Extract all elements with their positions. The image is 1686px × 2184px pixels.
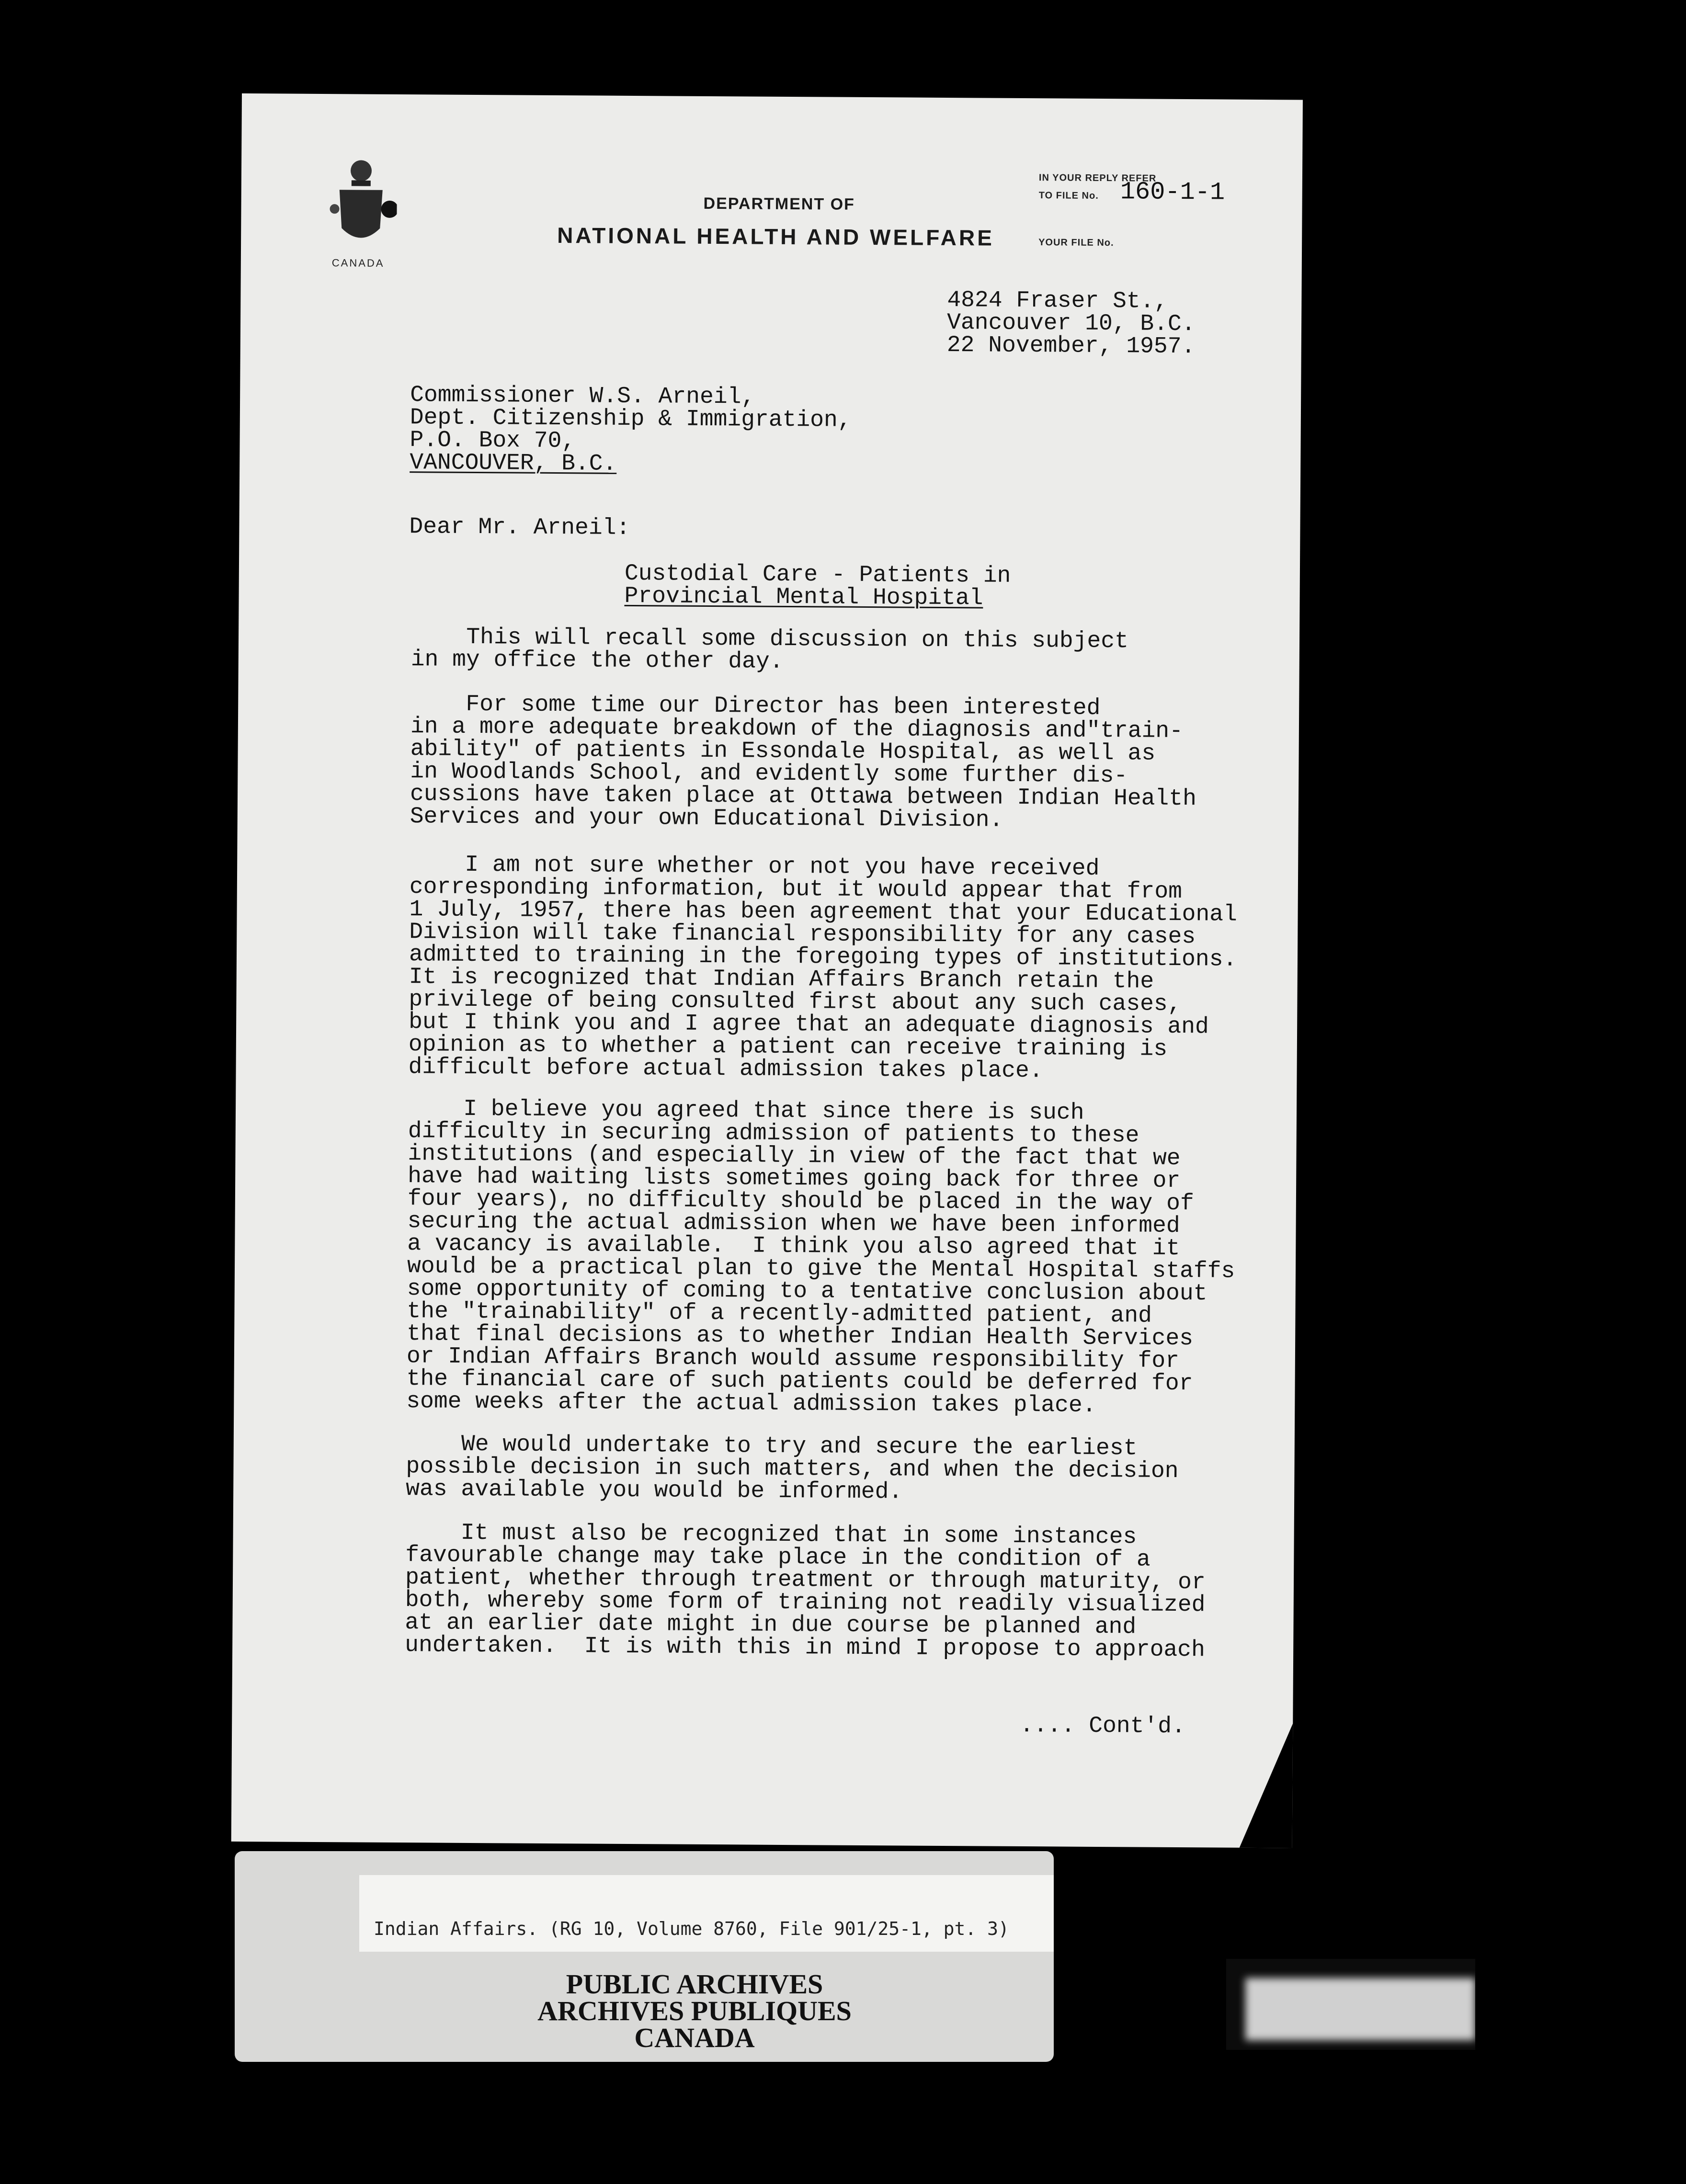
department-name-heading: NATIONAL HEALTH AND WELFARE <box>557 223 995 250</box>
your-file-label: YOUR FILE No. <box>1038 237 1114 249</box>
paragraph-1: This will recall some discussion on this subject in my office the other day. <box>410 624 1129 675</box>
recipient-lines: Commissioner W.S. Arneil, Dept. Citizenship & Immigration, P.O. Box 70, <box>410 382 852 455</box>
file-number: 160-1-1 <box>1120 178 1225 207</box>
subject-line-1: Custodial Care - Patients in <box>624 560 1011 589</box>
coat-of-arms-icon <box>325 156 397 252</box>
archive-reference: Indian Affairs. (RG 10, Volume 8760, File 901/25-1, pt. 3) <box>374 1918 1009 1939</box>
archive-line-3: CANADA <box>634 2022 755 2053</box>
archive-stamp <box>527 1968 862 2053</box>
recipient-city: VANCOUVER, B.C. <box>410 450 617 477</box>
file-no-label: TO FILE No. <box>1038 190 1099 201</box>
letter-page <box>231 93 1303 1848</box>
archive-line-2: ARCHIVES PUBLIQUES <box>537 1995 852 2026</box>
paragraph-3: I am not sure whether or not you have received corresponding information, but it would appear that from 1 July, 1957, there has been agreement that your Educational Division will take financial responsibility for any cases admitted to training in the foregoing types of institutions. It is recognized that Indian Affairs Branch retain the privilege of being consulted first about any such cases, but I think you and I agree that an adequate diagnosis and opinion as to whether a patient can receive training is difficult before actual admission takes place. <box>408 852 1238 1084</box>
folded-corner <box>1240 1723 1293 1848</box>
paragraph-6: It must also be recognized that in some instances favourable change may take place in the condition of a patient, whether through treatment or through maturity, or both, whereby some form of training not readily visualized at an earlier date might in due course be planned and undertaken. It is with this in mind I propose to approach <box>405 1520 1206 1663</box>
paragraph-5: We would undertake to try and secure the earliest possible decision in such matters, and when the decision was available you would be informed. <box>406 1431 1179 1505</box>
reply-refer-label: IN YOUR REPLY REFER <box>1038 172 1157 184</box>
archive-line-1: PUBLIC ARCHIVES <box>566 1968 823 2000</box>
subject-line-2: Provincial Mental Hospital <box>624 583 983 612</box>
recipient-address <box>410 384 852 477</box>
archive-reference-tab <box>359 1875 1054 1952</box>
paragraph-2: For some time our Director has been interested in a more adequate breakdown of the diagnosis and"train- ability" of patients in Essondale Hospital, as well as in Woodlands School, and evidently some further dis- cussions have taken place at Ottawa between Indian Health Services and your own Educational Division. <box>410 691 1197 833</box>
subject-line <box>624 560 1011 612</box>
department-of-heading: DEPARTMENT OF <box>703 194 855 214</box>
paragraph-4: I believe you agreed that since there is such difficulty in securing admission of patients to these institutions (and especially in view of the fact that we have had waiting lists sometimes going back for three or four years), no difficulty should be placed in the way of securing the actual admission when we have been informed a vacancy is available. I think you also agreed that it would be a practical plan to give the Mental Hospital staffs some opportunity of coming to a tentative conclusion about the "trainability" of a recently-admitted patient, and that final decisions as to whether Indian Health Services or Indian Affairs Branch would assume responsibility for the financial care of such patients could be deferred for some weeks after the actual admission takes place. <box>406 1096 1235 1419</box>
continued-note: .... Cont'd. <box>1020 1712 1186 1740</box>
frame-glow <box>1245 1978 1475 2040</box>
frame-number-block <box>1226 1959 1475 2050</box>
salutation: Dear Mr. Arneil: <box>409 514 630 541</box>
sender-address: 4824 Fraser St., Vancouver 10, B.C. 22 November, 1957. <box>946 287 1196 360</box>
crest-caption: CANADA <box>331 257 385 269</box>
